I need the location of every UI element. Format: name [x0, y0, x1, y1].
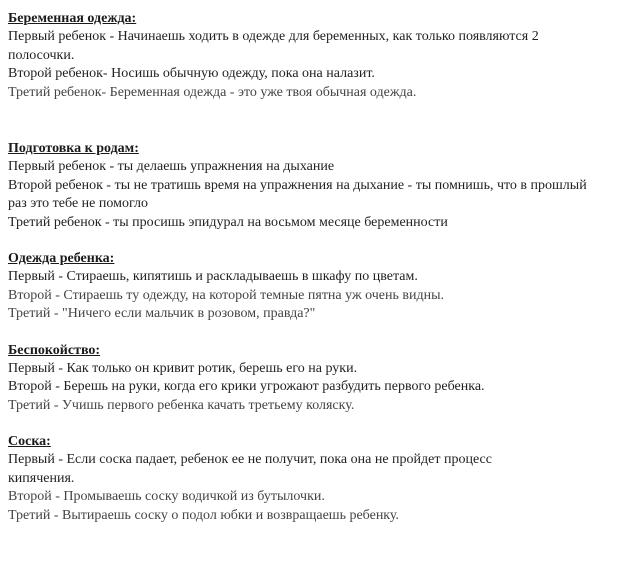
section-heading: Беспокойство: — [8, 342, 101, 358]
section-heading: Одежда ребенка: — [8, 251, 115, 266]
first-child-line: Первый ребенок - ты делаешь упражнения на дыхание — [8, 159, 335, 174]
first-child-line: Первый - Как только он кривит ротик, берешь его на руки. — [8, 360, 358, 376]
section-maternity-clothes — [8, 10, 628, 102]
first-child-line: Первый ребенок - Начинаешь ходить в одежде для беременных, как только появляются 2 полосочки. — [8, 29, 539, 63]
third-child-line: Третий - Учишь первого ребенка качать третьему коляску. — [8, 397, 355, 413]
second-child-line: Второй - Стираешь ту одежду, на которой темные пятна уж очень видны. — [8, 287, 445, 303]
section-heading: Беременная одежда: — [8, 11, 137, 26]
third-child-line: Третий ребенок - ты просишь эпидурал на восьмом месяце беременности — [8, 214, 448, 230]
section-heading: Соска: — [8, 434, 51, 449]
second-child-line: Второй - Промываешь соску водичкой из бутылочки. — [8, 489, 325, 504]
third-child-line: Третий - "Ничего если мальчик в розовом, правда?" — [8, 306, 316, 321]
third-child-line: Третий ребенок- Беременная одежда - это уже твоя обычная одежда. — [8, 84, 417, 100]
document-page — [8, 10, 628, 525]
second-child-line: Второй ребенок - ты не тратишь время на упражнения на дыхание - ты помнишь, что в прошлый раз это тебе не помогло — [8, 177, 587, 211]
first-child-line: Первый - Если соска падает, ребенок ее не получит, пока она не пройдет процесс кипячения. — [8, 452, 492, 486]
second-child-line: Второй ребенок- Носишь обычную одежду, пока она налазит. — [8, 66, 375, 81]
second-child-line: Второй - Берешь на руки, когда его крики угрожают разбудить первого ребенка. — [8, 379, 485, 394]
section-pacifier — [8, 433, 628, 525]
first-child-line: Первый - Стираешь, кипятишь и раскладываешь в шкафу по цветам. — [8, 269, 418, 284]
section-worry — [8, 342, 628, 416]
section-birth-preparation — [8, 140, 628, 232]
section-baby-clothes — [8, 250, 628, 324]
third-child-line: Третий - Вытираешь соску о подол юбки и возвращаешь ребенку. — [8, 507, 400, 523]
section-heading: Подготовка к родам: — [8, 141, 139, 156]
